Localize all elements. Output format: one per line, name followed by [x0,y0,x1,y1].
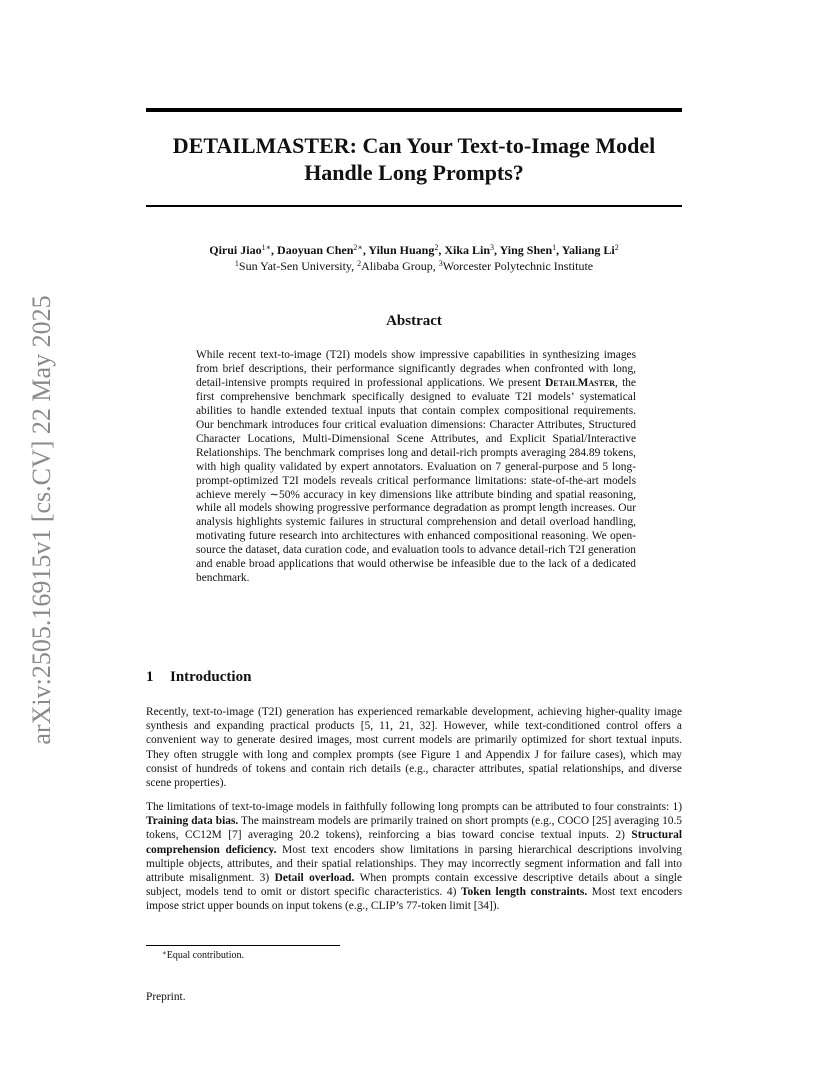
constraint-token-length: Token length constraints. [460,886,588,899]
title-name-m: M [255,133,277,158]
intro-paragraph-1: Recently, text-to-image (T2I) generation has experienced remarkable development, achieving higher-quality image synthesis and expanding practical products [5, 11, 21, 32]. However, while text-conditioned control offers a convenient way to generate desired images, most current models are primarily optimized for short textual inputs. They often struggle with long and complex prompts (see Figure 1 and Appendix J for failure cases), which may consist of hundreds of tokens and contain rich details (e.g., character attributes, spatial relationships, and diverse scene properties). [146,706,682,790]
constraint-structural-comprehension: Structural comprehension deficiency. [146,829,682,856]
title-line2: Handle Long Prompts? [304,160,524,185]
author-block [146,242,682,274]
author: Xika Lin$^3$, [444,243,500,257]
footnote-rule [146,945,340,946]
author: Yilun Huang$^2$, [368,243,445,257]
title-name-aster: ASTER [276,133,350,158]
title-name-etail: ETAIL [188,133,256,158]
section-title: Introduction [170,669,252,685]
title-bottom-rule [146,205,682,207]
abstract-text: While recent text-to-image (T2I) models show impressive capabilities in synthesizing images from brief descriptions, their performance significantly degrades when confronted with long, detail-intensive prompts required in professional applications. We present DetailMaster, the first comprehensive benchmark specifically designed to evaluate T2I models’ systematical abilities to handle extended textual inputs that contain complex compositional requirements. Our benchmark introduces four critical evaluation dimensions: Character Attributes, Structured Character Locations, Multi-Dimensional Scene Attributes, and Explicit Spatial/Interactive Relationships. The benchmark comprises long and detail-rich prompts averaging 284.89 tokens, with high quality validated by expert annotators. Evaluation on 7 general-purpose and 5 long-prompt-optimized T2I models reveals critical performance limitations: state-of-the-art models achieve merely ∼50% accuracy in key dimensions like attribute binding and spatial reasoning, while all models showing progressive performance degradation as prompt length increases. Our analysis highlights systemic failures in structural comprehension and detail overload handling, motivating future research into architectures with enhanced compositional reasoning. We open-source the dataset, data curation code, and evaluation tools to advance detail-rich T2I generation and enable broad applications that would otherwise be infeasible due to the lack of a dedicated benchmark. [196,349,636,585]
author: Yaliang Li$^2$ [561,243,619,257]
author: Daoyuan Chen$^{2∗}$, [277,243,369,257]
author-list [146,242,682,258]
constraint-detail-overload: Detail overload. [274,872,355,885]
footnote-text: Equal contribution. [166,950,244,961]
title-line1-rest: : Can Your Text-to-Image Model [349,133,656,158]
title-top-rule [146,108,682,112]
intro-paragraph-2: The limitations of text-to-image models in faithfully following long prompts can be attributed to four constraints: 1) Training data bias. The mainstream models are primarily trained on short prompts (e.g., COCO [25] averaging 10.5 tokens, CC12M [7] averaging 20.2 tokens), reinforcing a bias toward concise textual inputs. 2) Structural comprehension deficiency. Most text encoders show limitations in parsing hierarchical descriptions involving multiple objects, attributes, and their spatial relationships. They may incorrectly segment information and fall into attribute misalignment. 3) Detail overload. When prompts contain excessive descriptive details about a single subject, models tend to omit or distort specific characteristics. 4) Token length constraints. Most text encoders impose strict upper bounds on input tokens (e.g., CLIP’s 77-token limit [34]). [146,801,683,913]
footnote-marker: ∗ [162,949,167,957]
affiliation: $^1$Sun Yat-Sen University, [234,259,358,273]
affiliation: $^3$Worcester Polytechnic Institute [438,259,594,273]
section-heading-introduction [146,668,682,686]
title-name-d: D [172,133,189,158]
abstract-heading: Abstract [386,313,442,329]
preprint-label: Preprint. [146,991,186,1003]
affiliation-list [146,258,682,274]
author: Qirui Jiao$^{1∗}$, [209,243,278,257]
paper-title [146,132,682,186]
affiliation: $^2$Alibaba Group, [357,259,439,273]
section-number: 1 [146,669,154,685]
constraint-training-data-bias: Training data bias. [146,815,239,828]
arxiv-identifier[interactable]: arXiv:2505.16915v1 [cs.CV] 22 May 2025 [27,295,56,745]
benchmark-name: DetailMaster [545,376,616,389]
footnote [162,949,662,962]
author: Ying Shen$^1$, [499,243,562,257]
